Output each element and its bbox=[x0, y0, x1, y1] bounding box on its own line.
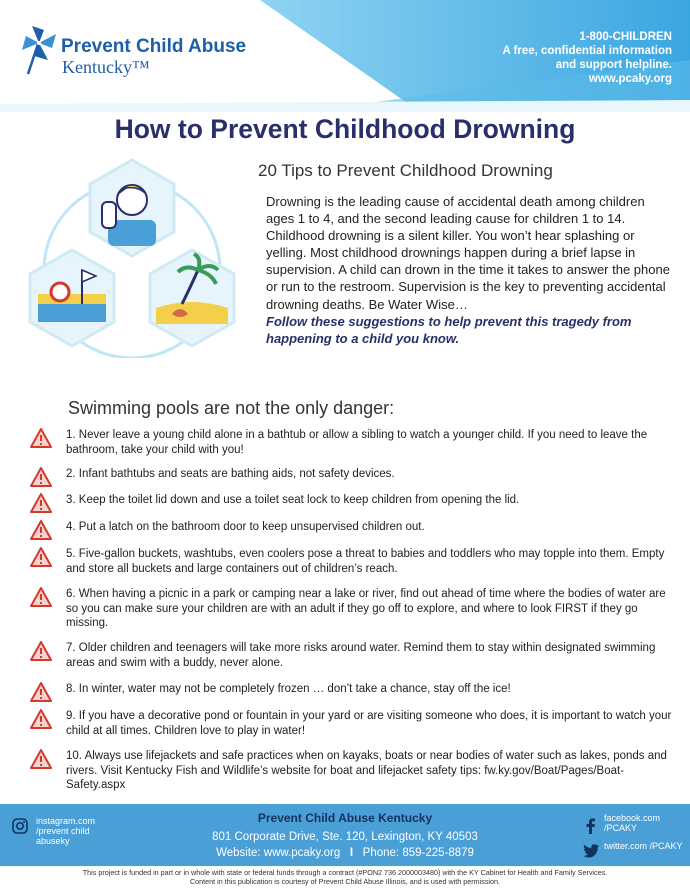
facebook-icon[interactable] bbox=[583, 818, 599, 834]
tip-text bbox=[66, 682, 672, 697]
tip-number: 10. bbox=[66, 750, 82, 762]
tip-body: Never leave a young child alone in a bathtub or allow a sibling to watch a younger child. If you need to leave the bathroom, take your child with you! bbox=[66, 429, 648, 456]
footer bbox=[0, 804, 690, 866]
tip-body: Five-gallon buckets, washtubs, even coolers pose a threat to babies and toddlers who may topple into them. Empty and store all buckets and large containers out of children’s reach. bbox=[66, 548, 665, 575]
facebook-link[interactable]: facebook.com /PCAKY bbox=[604, 813, 661, 833]
intro-text: Drowning is the leading cause of accidental death among children ages 1 to 4, and the second leading cause for children 1 to 14. Childhood drowning is a silent killer. You won’t hear splashing or yelling. Most childhood drownings happen during a brief lapse in supervision. A child can drown in the time it takes to answer the phone or run to the restroom. Supervision is the key to preventing accidental drowning deaths. Be Water Wise… bbox=[266, 194, 670, 312]
tip-text bbox=[66, 749, 672, 793]
twitter-link[interactable]: twitter.com /PCAKY bbox=[604, 841, 683, 851]
helpline-block bbox=[502, 30, 672, 86]
warning-icon bbox=[30, 520, 52, 540]
intro-emphasis: Follow these suggestions to help prevent this tragedy from happening to a child you know. bbox=[266, 313, 632, 346]
warning-icon bbox=[30, 428, 52, 448]
tip-number: 7. bbox=[66, 642, 76, 654]
warning-icon bbox=[30, 587, 52, 607]
helpline-website[interactable]: www.pcaky.org bbox=[588, 73, 672, 85]
warning-icon bbox=[30, 547, 52, 567]
tip-number: 2. bbox=[66, 468, 76, 480]
tip-text bbox=[66, 641, 672, 670]
disclaimer-line2: Content in this publication is courtesy of Prevent Child Abuse Illinois, and is used with permission. bbox=[189, 877, 501, 886]
tip-number: 4. bbox=[66, 521, 76, 533]
tip-text bbox=[66, 493, 672, 508]
beach-palm-icon bbox=[150, 250, 234, 346]
warning-icon bbox=[30, 467, 52, 487]
org-name: Prevent Child Abuse bbox=[61, 36, 247, 57]
helpline-line1: A free, confidential information bbox=[502, 45, 672, 57]
intro-paragraph bbox=[266, 193, 676, 347]
stop-hand-child-icon bbox=[90, 160, 174, 256]
warning-icon bbox=[30, 749, 52, 769]
twitter-icon[interactable] bbox=[583, 844, 599, 858]
tip-number: 3. bbox=[66, 494, 76, 506]
funding-disclaimer bbox=[0, 868, 690, 886]
tip-body: If you have a decorative pond or fountain in your yard or are visiting someone who does, it is important to watch your child at all times. Children love to play in water! bbox=[66, 710, 672, 737]
tip-number: 8. bbox=[66, 683, 76, 695]
footer-org: Prevent Child Abuse Kentucky bbox=[257, 811, 433, 825]
tip-body: Infant bathtubs and seats are bathing aids, not safety devices. bbox=[78, 468, 395, 480]
footer-website[interactable]: Website: www.pcaky.org bbox=[216, 847, 341, 859]
page-title: How to Prevent Childhood Drowning bbox=[114, 114, 576, 144]
disclaimer-line1: This project is funded in part or in whole with state or federal funds through a contract (#PON2 736 2000003480) with the KY Cabinet for Health and Family Services. bbox=[82, 868, 608, 877]
instagram-link[interactable]: instagram.com /prevent child abuseky bbox=[36, 816, 96, 846]
section-heading: Swimming pools are not the only danger: bbox=[68, 398, 395, 418]
hero-illustration bbox=[22, 158, 252, 358]
warning-icon bbox=[30, 682, 52, 702]
tip-number: 9. bbox=[66, 710, 76, 722]
tip-body: Put a latch on the bathroom door to keep unsupervised children out. bbox=[78, 521, 425, 533]
tip-text bbox=[66, 587, 672, 631]
warning-icon bbox=[30, 493, 52, 513]
tip-text bbox=[66, 709, 672, 738]
tip-number: 1. bbox=[66, 429, 76, 441]
header bbox=[0, 0, 690, 112]
pinwheel-icon bbox=[22, 22, 58, 76]
footer-phone[interactable]: Phone: 859-225-8879 bbox=[362, 847, 474, 859]
tip-number: 6. bbox=[66, 588, 76, 600]
tip-text bbox=[66, 428, 672, 457]
footer-separator: I bbox=[349, 847, 354, 859]
tip-text bbox=[66, 547, 672, 576]
tip-body: In winter, water may not be completely frozen … don’t take a chance, stay off the ice! bbox=[78, 683, 511, 695]
org-state: Kentucky™ bbox=[62, 57, 150, 77]
tip-text bbox=[66, 520, 672, 535]
tip-body: When having a picnic in a park or camping near a lake or river, find out ahead of time where the bodies of water are so you can make sure your children are with an adult if they go off to explore, and where to look FIRST if they go missing. bbox=[66, 588, 666, 630]
tip-number: 5. bbox=[66, 548, 76, 560]
helpline-number: 1-800-CHILDREN bbox=[579, 31, 672, 43]
helpline-line2: and support helpline. bbox=[555, 59, 672, 71]
pool-flag-icon bbox=[30, 250, 114, 346]
tip-text bbox=[66, 467, 672, 482]
tip-body: Keep the toilet lid down and use a toilet seat lock to keep children from opening the lid. bbox=[78, 494, 520, 506]
warning-icon bbox=[30, 709, 52, 729]
warning-icon bbox=[30, 641, 52, 661]
tip-body: Always use lifejackets and safe practices when on kayaks, boats or near bodies of water such as lakes, ponds and rivers. Visit Kentucky Fish and Wildlife’s website for boat and lifejacket safety tips: fw.ky.gov/Boat/Pages/Boat-Safety.aspx bbox=[66, 750, 667, 792]
tip-body: Older children and teenagers will take more risks around water. Remind them to stay within designated swimming areas and swim with a buddy, never alone. bbox=[66, 642, 656, 669]
subtitle: 20 Tips to Prevent Childhood Drowning bbox=[258, 161, 553, 180]
footer-address: 801 Corporate Drive, Ste. 120, Lexington, KY 40503 bbox=[212, 831, 478, 843]
